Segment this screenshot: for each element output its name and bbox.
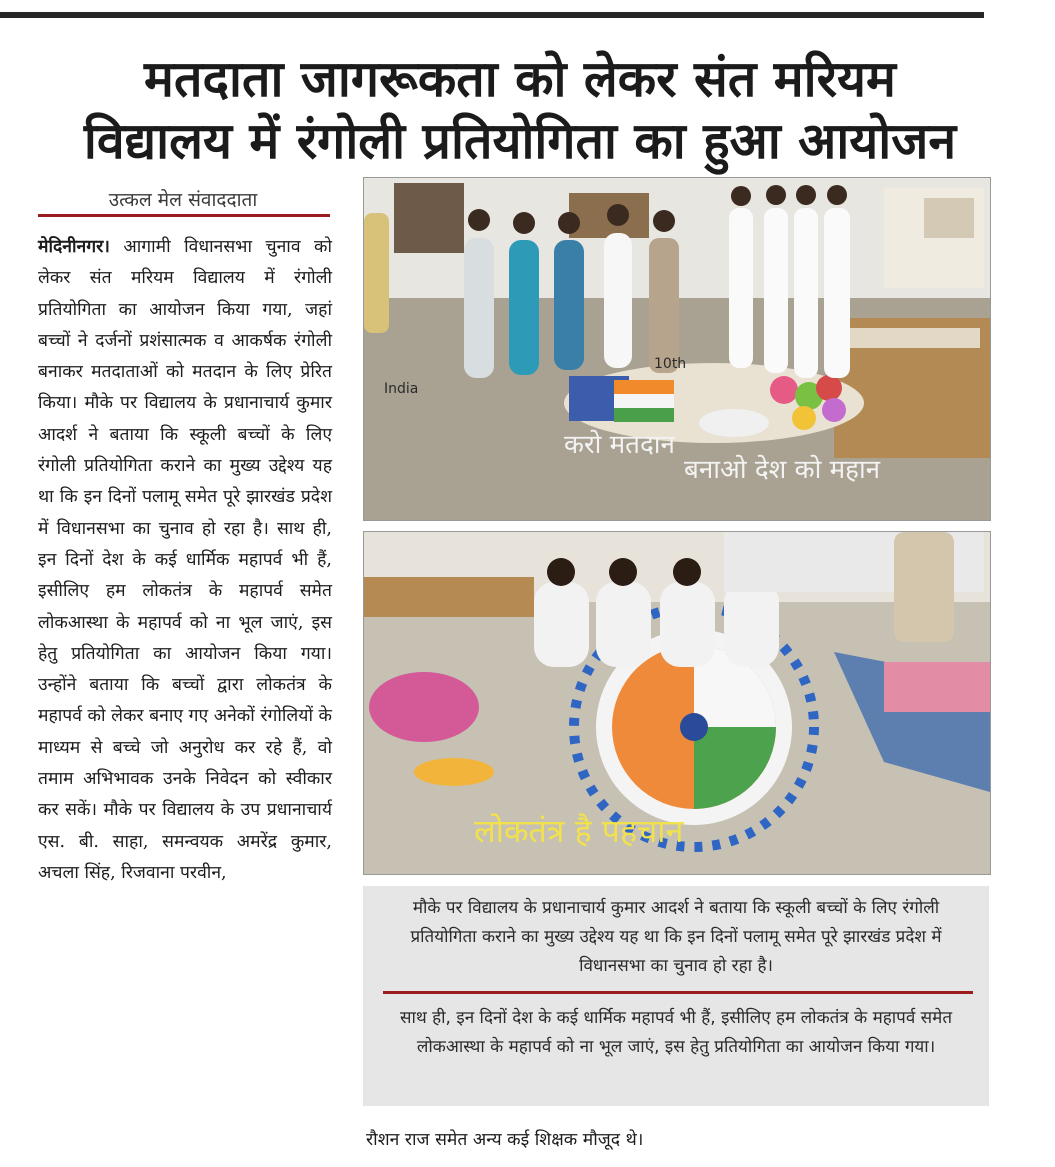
article-body	[38, 232, 332, 889]
headline-line-2: विद्यालय में रंगोली प्रतियोगिता का हुआ आयोजन	[83, 112, 957, 170]
rangoli-text-10th: 10th	[654, 356, 687, 372]
rangoli-text-karo-matdan: करो मतदान	[564, 430, 675, 460]
headline	[20, 48, 1020, 172]
closing-line: रौशन राज समेत अन्य कई शिक्षक मौजूद थे।	[366, 1130, 644, 1150]
caption-rule	[383, 991, 973, 994]
caption-paragraph-1: मौके पर विद्यालय के प्रधानाचार्य कुमार आदर्श ने बताया कि स्कूली बच्चों के लिए रंगोली प्रतियोगिता कराने का मुख्य उद्देश्य यह था कि इन दिनों पलामू समेत पूरे झारखंड प्रदेश में विधानसभा का चुनाव हो रहा है।	[410, 898, 942, 976]
byline: उत्कल मेल संवाददाता	[108, 189, 258, 211]
photo-girls-rangoli	[363, 531, 991, 875]
dateline: मेदिनीनगर।	[38, 237, 110, 257]
caption-paragraph-2: साथ ही, इन दिनों देश के कई धार्मिक महापर्व भी हैं, इसीलिए हम लोकतंत्र के महापर्व समेत लोकआस्था के महापर्व को ना भूल जाएं, इस हेतु प्रतियोगिता का आयोजन किया गया।	[399, 1008, 953, 1057]
photo-top-illustration	[364, 178, 990, 520]
rangoli-text-india: India	[384, 381, 419, 397]
article-text: आगामी विधानसभा चुनाव को लेकर संत मरियम विद्यालय में रंगोली प्रतियोगिता का आयोजन किया गया, जहां बच्चों ने दर्जनों प्रशंसात्मक व आकर्षक रंगोली बनाकर मतदाताओं को मतदान के लिए प्रेरित किया। मौके पर विद्यालय के प्रधानाचार्य कुमार आदर्श ने बताया कि स्कूली बच्चों के लिए रंगोली प्रतियोगिता कराने का मुख्य उद्देश्य यह था कि इन दिनों पलामू समेत पूरे झारखंड प्रदेश में विधानसभा का चुनाव हो रहा है। साथ ही, इन दिनों देश के कई धार्मिक महापर्व भी हैं, इसीलिए हम लोकतंत्र के महापर्व समेत लोकआस्था के महापर्व को ना भूल जाएं, इस हेतु प्रतियोगिता का आयोजन किया गया। उन्होंने बताया कि बच्चों द्वारा लोकतंत्र के महापर्व को लेकर बनाए गए अनेकों रंगोलियों के माध्यम से बच्चे जो अनुरोध कर रहे हैं, वो तमाम अभिभावक उनके निवेदन को स्वीकार कर सकें। मौके पर विद्यालय के उप प्रधानाचार्य एस. बी. साहा, समन्वयक अमरेंद्र कुमार, अचला सिंह, रिजवाना परवीन,	[38, 237, 332, 883]
byline-rule	[38, 214, 330, 217]
photo-bottom-illustration	[364, 532, 990, 874]
caption-box	[363, 886, 989, 1106]
top-rule	[0, 12, 984, 18]
rangoli-text-loktantra: लोकतंत्र है पहचान	[474, 812, 684, 850]
headline-line-1: मतदाता जागरूकता को लेकर संत मरियम	[144, 50, 896, 108]
rangoli-text-banao-desh: बनाओ देश को महान	[684, 455, 881, 485]
photo-teachers-students	[363, 177, 991, 521]
